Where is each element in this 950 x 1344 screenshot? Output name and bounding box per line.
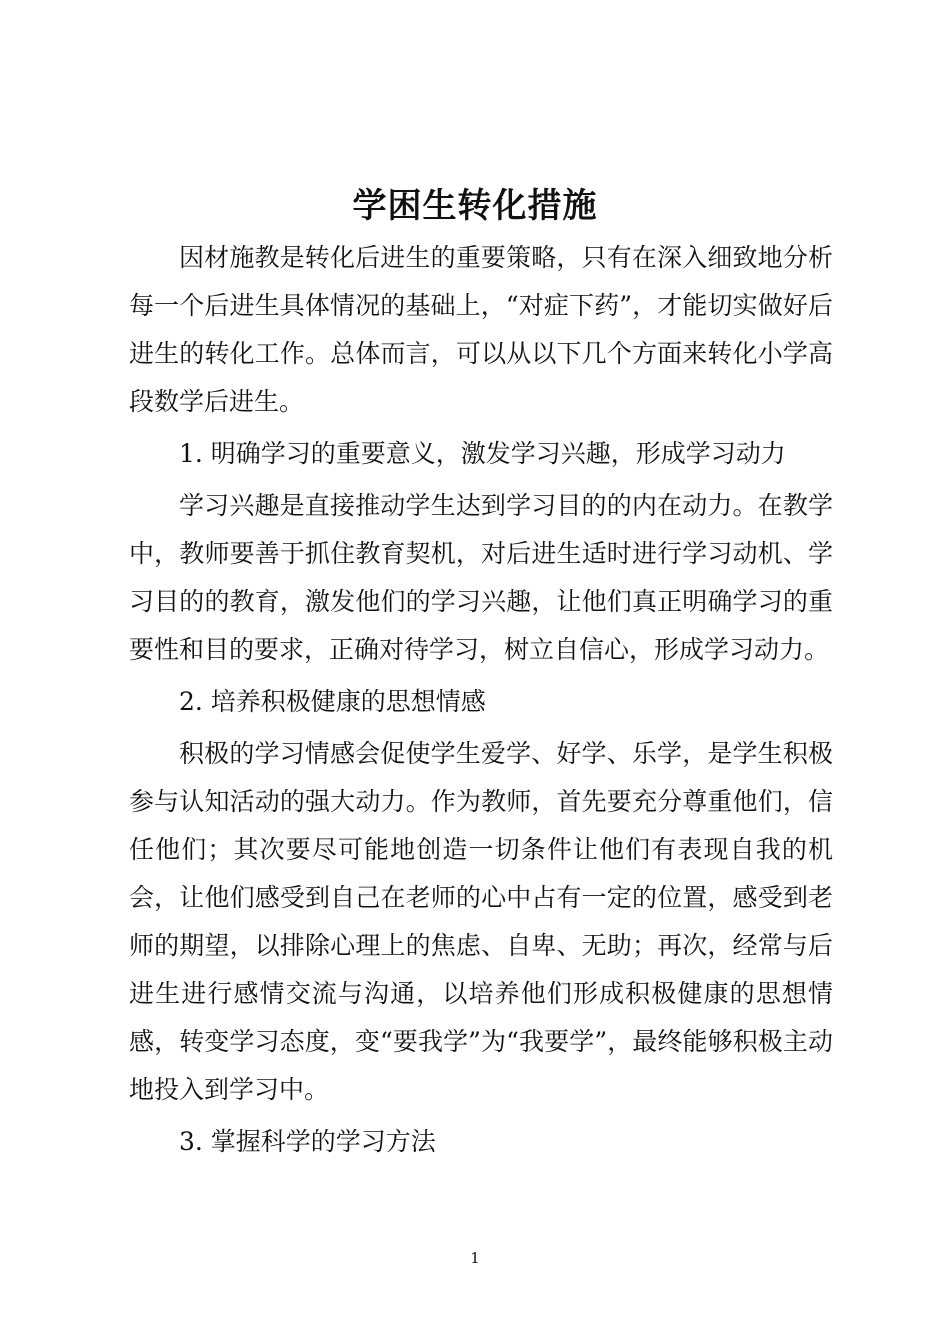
document-body <box>129 234 833 1170</box>
section-heading: 1. 明确学习的重要意义，激发学习兴趣，形成学习动力 <box>179 439 786 468</box>
page-number: 1 <box>470 1249 480 1267</box>
section-heading: 3. 掌握科学的学习方法 <box>179 1127 436 1156</box>
paragraph: 积极的学习情感会促使学生爱学、好学、乐学，是学生积极参与认知活动的强大动力。作为教师，首先要充分尊重他们，信任他们；其次要尽可能地创造一切条件让他们有表现自我的机会，让他们感受到自己在老师的心中占有一定的位置，感受到老师的期望，以排除心理上的焦虑、自卑、无助；再次，经常与后进生进行感情交流与沟通，以培养他们形成积极健康的思想情感，转变学习态度，变“要我学”为“我要学”，最终能够积极主动地投入到学习中。 <box>129 739 833 1104</box>
paragraph: 学习兴趣是直接推动学生达到学习目的的内在动力。在教学中，教师要善于抓住教育契机，对后进生适时进行学习动机、学习目的的教育，激发他们的学习兴趣，让他们真正明确学习的重要性和目的要求，正确对待学习，树立自信心，形成学习动力。 <box>129 491 833 664</box>
paragraph: 因材施教是转化后进生的重要策略，只有在深入细致地分析每一个后进生具体情况的基础上，“对症下药”，才能切实做好后进生的转化工作。总体而言，可以从以下几个方面来转化小学高段数学后进生。 <box>129 243 833 416</box>
document-title: 学困生转化措施 <box>352 186 598 226</box>
section-heading: 2. 培养积极健康的思想情感 <box>179 687 486 716</box>
